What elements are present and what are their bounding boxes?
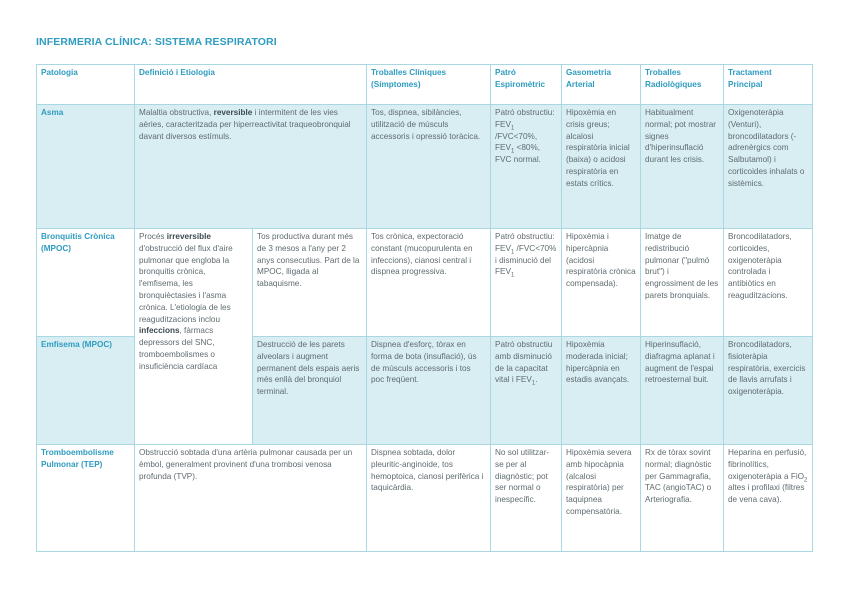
cell-tep-findings: Dispnea sobtada, dolor pleuritic-anginoide, tos hemoptoica, cianosi perifèrica i taquicàrdia. <box>367 445 491 552</box>
bron-spiro-2: /FVC<70% i disminució del FEV <box>495 243 557 277</box>
asma-spiro-3: <80%, FVC normal. <box>495 143 541 165</box>
tep-treat-sub: 2 <box>804 477 808 484</box>
mpoc-def-bold-1: irreversible <box>166 232 211 241</box>
cell-asma-name: Asma <box>37 105 135 229</box>
cell-emfisema-treatment: Broncodilatadors, fisioteràpia respiratòria, exercicis de llavis arrufats i oxigenoteràpia. <box>724 337 813 445</box>
table-row-tep <box>37 445 813 552</box>
emfi-spiro-2: . <box>535 375 538 385</box>
cell-emfisema-findings: Dispnea d'esforç, tòrax en forma de bota (insuflació), ús de músculs accessoris i tos poc freqüent. <box>367 337 491 445</box>
cell-tep-gasometry: Hipoxèmia severa amb hipocàpnia (alcalosi respiratòria) per taquipnea compensatòria. <box>562 445 641 552</box>
header-gasometry: Gasometria Arterial <box>562 65 641 105</box>
cell-bronquitis-findings: Tos crònica, expectoració constant (mucopurulenta en infeccions), cianosi central i dispnea progressiva. <box>367 229 491 337</box>
mpoc-def-text-2: d'obstrucció del flux d'aire pulmonar que engloba la bronquitis crònica, l'emfisema, les bronquièctasies i l'asma crònica. L'etiologia de les reaguditzacions inclou <box>139 243 233 324</box>
cell-bronquitis-gasometry: Hipoxèmia i hipercàpnia (acidosi respiratòria crònica compensada). <box>562 229 641 337</box>
cell-bronquitis-definition: Tos productiva durant més de 3 mesos a l'any per 2 anys consecutius. Part de la MPOC, lligada al tabaquisme. <box>253 229 367 337</box>
cell-tep-radiology: Rx de tòrax sovint normal; diagnòstic per Gammagrafia, TAC (angioTAC) o Arteriografia. <box>641 445 724 552</box>
cell-bronquitis-name: Bronquitis Crònica (MPOC) <box>37 229 135 337</box>
respiratory-table <box>36 64 813 552</box>
header-radiology: Troballes Radiològiques <box>641 65 724 105</box>
asma-def-text-2: i intermitent de les vies aèries, caracteritzada per hiperreactivitat traqueobronquial davant diversos estímuls. <box>139 108 351 141</box>
tep-treat-1: Heparina en perfusió, fibrinolítics, oxigenoteràpia a FiO <box>728 448 807 481</box>
cell-mpoc-shared-definition <box>135 229 253 445</box>
table-row-bronquitis <box>37 229 813 337</box>
bron-spiro-sub1: 1 <box>510 249 515 256</box>
bron-spiro-1: Patró obstructiu: FEV <box>495 232 555 253</box>
mpoc-def-bold-2: infeccions <box>139 326 180 336</box>
cell-bronquitis-spirometry <box>491 229 562 337</box>
cell-asma-findings: Tos, dispnea, sibilàncies, utilització de músculs accessoris i opressió toràcica. <box>367 105 491 229</box>
cell-bronquitis-treatment: Broncodilatadors, corticoides, oxigenoteràpia controlada i antibiòtics en reaguditzacions. <box>724 229 813 337</box>
cell-asma-treatment: Oxigenoteràpia (Venturi), broncodilatadors (-adrenèrgics com Salbutamol) i corticoides inhalats o sistèmics. <box>724 105 813 229</box>
asma-spiro-1: Patró obstructiu: FEV <box>495 108 555 129</box>
asma-spiro-sub2: 1 <box>510 149 515 156</box>
cell-asma-gasometry: Hipoxèmia en crisis greus; alcalosi respiratòria inicial (baixa) o acidosi respiratòria en estats crítics. <box>562 105 641 229</box>
table-header-row <box>37 65 813 105</box>
mpoc-def-text: Procés <box>139 232 167 241</box>
bron-spiro-sub2: 1 <box>510 273 515 280</box>
cell-tep-definition: Obstrucció sobtada d'una artèria pulmonar causada per un èmbol, generalment provinent d'una trombosi venosa profunda (TVP). <box>135 445 367 552</box>
cell-emfisema-spirometry <box>491 337 562 445</box>
asma-def-bold: reversible <box>213 108 253 117</box>
asma-spiro-2: /FVC<70%, FEV <box>495 131 538 153</box>
cell-asma-spirometry <box>491 105 562 229</box>
page-title: INFERMERIA CLÍNICA: SISTEMA RESPIRATORI <box>36 36 277 48</box>
cell-asma-radiology: Habitualment normal; pot mostrar signes d'hiperinsuflació durant les crisis. <box>641 105 724 229</box>
cell-bronquitis-radiology: Imatge de redistribució pulmonar ("pulmó brut") i engrossiment de les parets bronquials. <box>641 229 724 337</box>
cell-emfisema-radiology: Hiperinsuflació, diafragma aplanat i augment de l'espai retroesternal buit. <box>641 337 724 445</box>
header-treatment: Tractament Principal <box>724 65 813 105</box>
header-definition: Definició i Etiologia <box>135 65 367 105</box>
header-pathology: Patologia <box>37 65 135 105</box>
emfi-spiro-sub1: 1 <box>531 381 536 388</box>
cell-tep-name: Tromboembolisme Pulmonar (TEP) <box>37 445 135 552</box>
cell-emfisema-name: Emfisema (MPOC) <box>37 337 135 445</box>
asma-spiro-sub1: 1 <box>510 125 515 132</box>
mpoc-def-text-3: , fàrmacs depressors del SNC, tromboembolismes o insuficiència cardíaca <box>139 326 218 371</box>
cell-tep-treatment <box>724 445 813 552</box>
cell-tep-spirometry: No sol utilitzar-se per al diagnòstic; pot ser normal o inespecífic. <box>491 445 562 552</box>
cell-asma-definition <box>135 105 367 229</box>
table-row-asma <box>37 105 813 229</box>
asma-def-text: Malaltia obstructiva, <box>139 108 214 117</box>
header-findings: Troballes Clíniques (Símptomes) <box>367 65 491 105</box>
cell-emfisema-gasometry: Hipoxèmia moderada inicial; hipercàpnia en estadis avançats. <box>562 337 641 445</box>
header-spirometry: Patró Espiromètric <box>491 65 562 105</box>
tep-treat-2: altes i profilaxi (filtres de vena cava). <box>728 483 805 505</box>
emfi-spiro-1: Patró obstructiu amb disminució de la capacitat vital i FEV <box>495 340 553 385</box>
cell-emfisema-definition: Destrucció de les parets alveolars i augment permanent dels espais aeris més enllà del bronquiol terminal. <box>253 337 367 445</box>
